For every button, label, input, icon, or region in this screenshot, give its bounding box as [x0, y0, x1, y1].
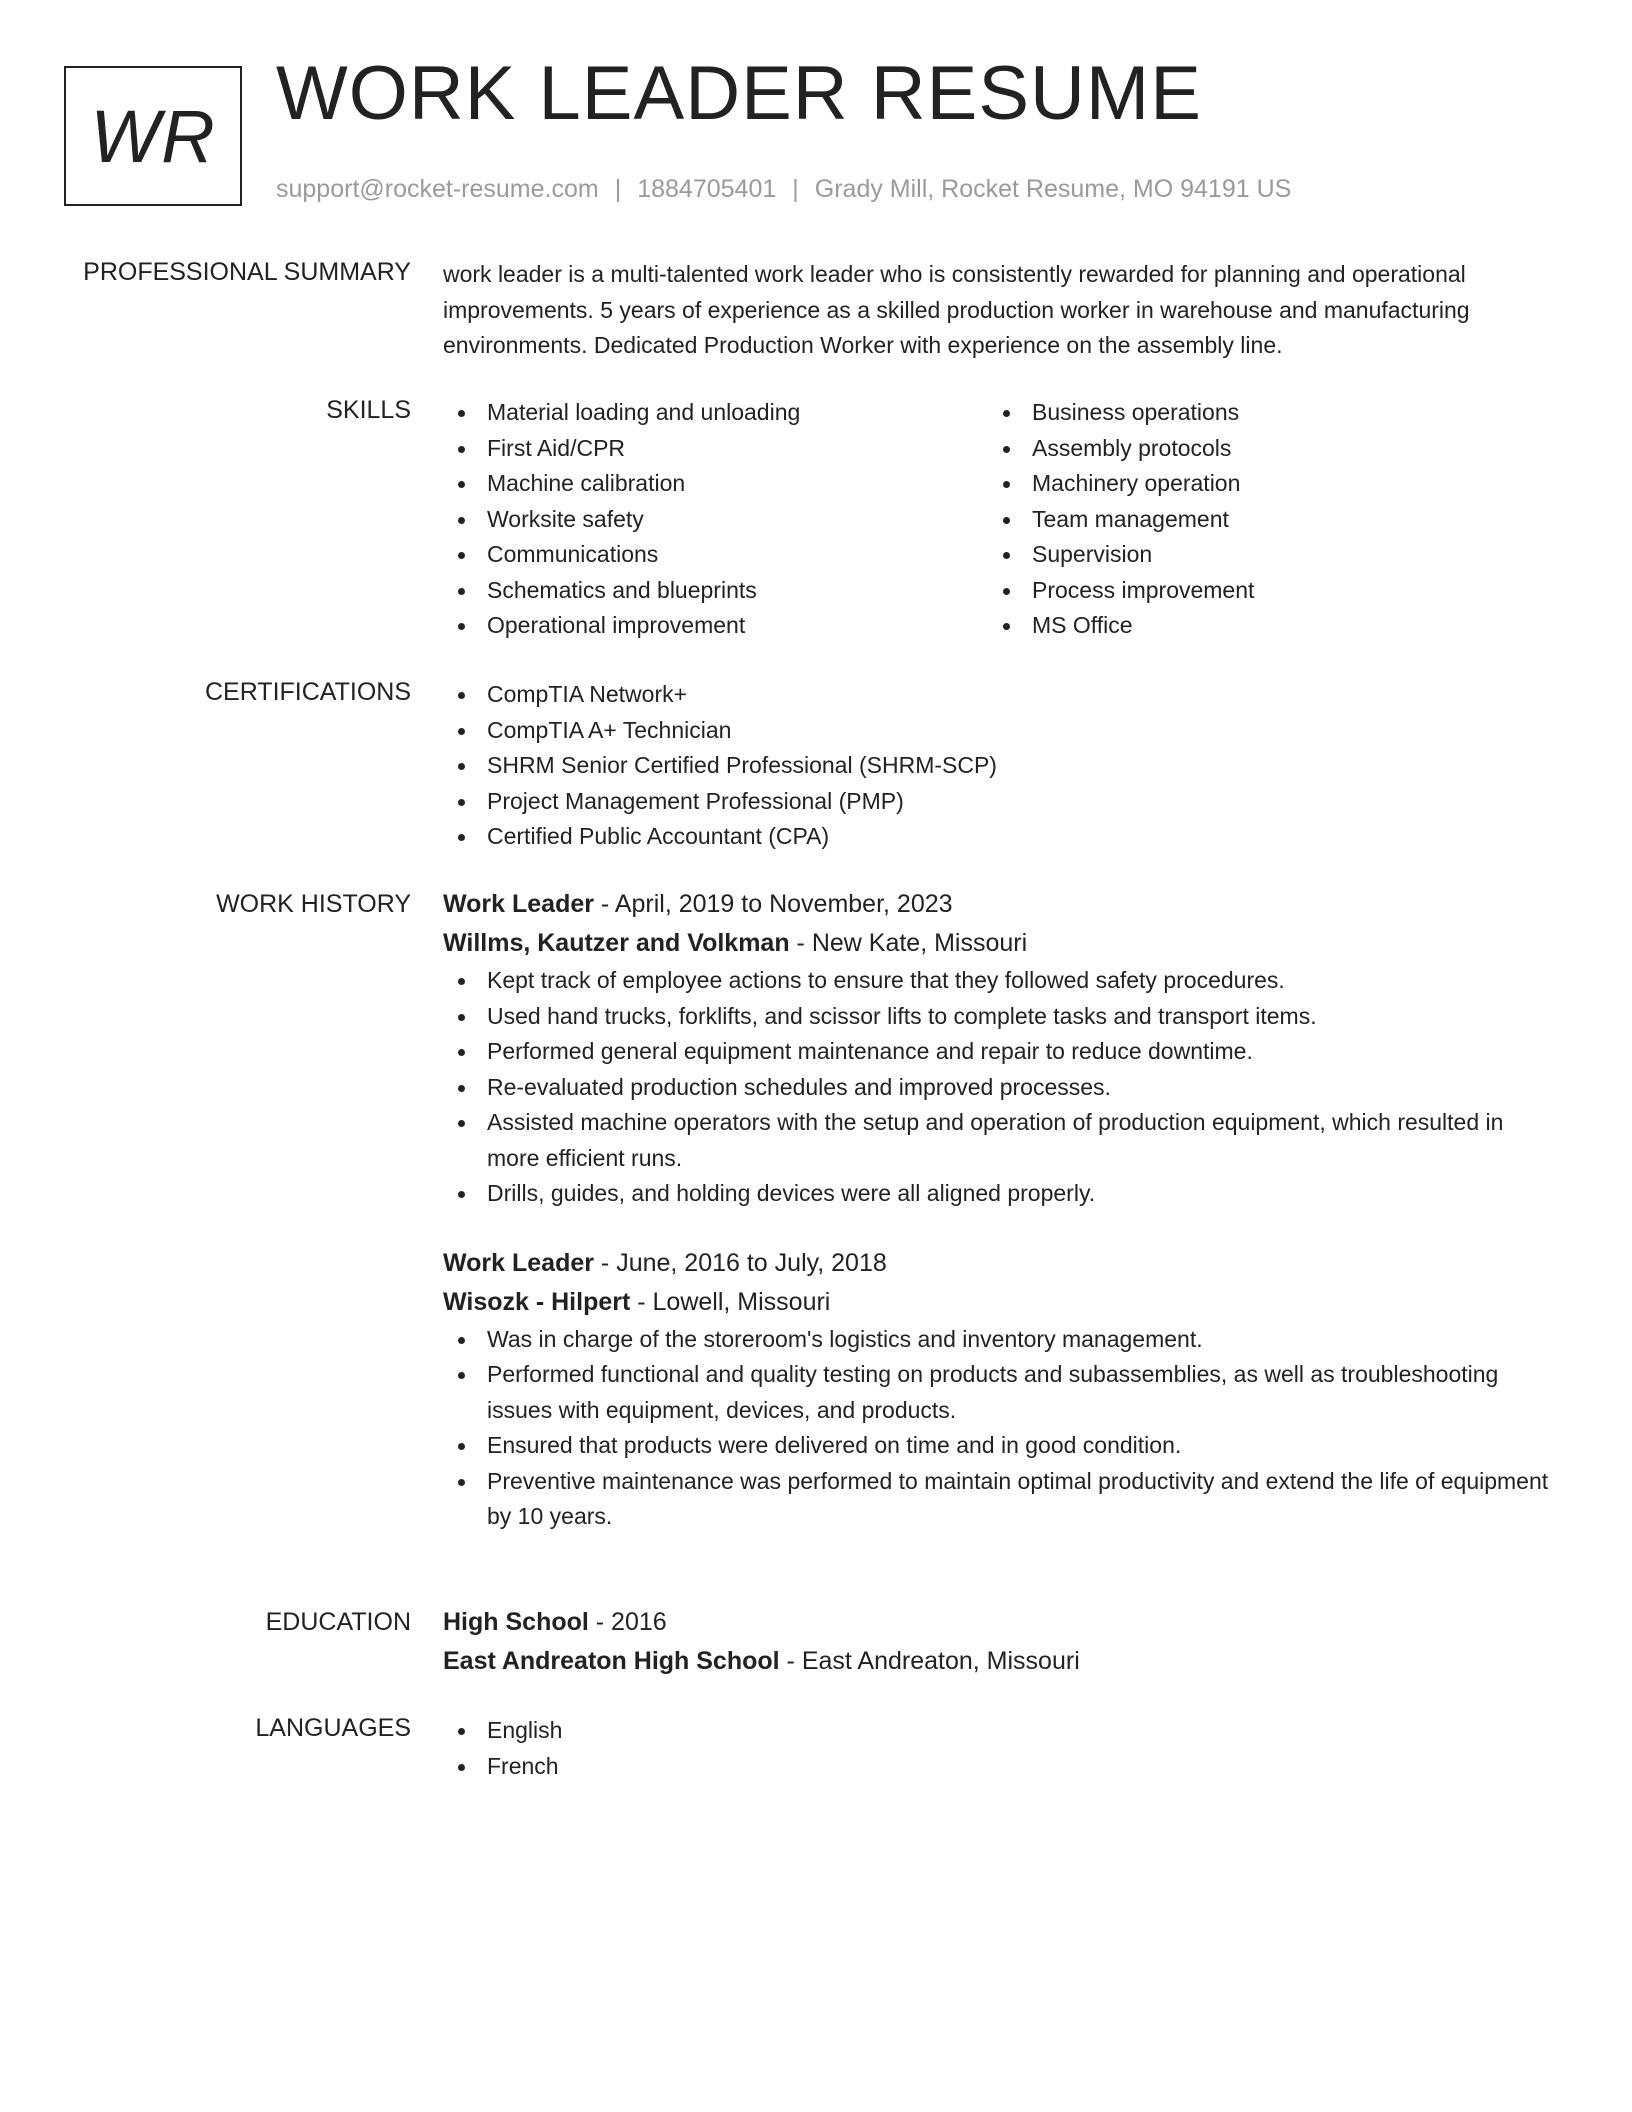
education-degree: High School: [443, 1608, 589, 1636]
list-item: Project Management Professional (PMP): [443, 784, 1553, 820]
list-item: Communications: [443, 537, 988, 573]
list-item: Was in charge of the storeroom's logistics and inventory management.: [443, 1322, 1553, 1358]
list-item: CompTIA A+ Technician: [443, 713, 1553, 749]
certifications-list: [443, 677, 1553, 855]
job-entry: [443, 885, 1553, 1212]
job-dates: - June, 2016 to July, 2018: [593, 1248, 887, 1277]
job-company: Willms, Kautzer and Volkman: [443, 929, 790, 957]
list-item: Preventive maintenance was performed to maintain optimal productivity and extend the life of equipment by 10 years.: [443, 1464, 1553, 1535]
section-body: [443, 1603, 1553, 1681]
list-item: Machinery operation: [988, 466, 1533, 502]
list-item: Re-evaluated production schedules and improved processes.: [443, 1070, 1553, 1106]
section-label: CERTIFICATIONS: [204, 678, 411, 706]
education-degree-line: [443, 1603, 1553, 1642]
monogram-initials: WR: [90, 94, 216, 178]
job-bullets: [443, 1322, 1553, 1535]
list-item: MS Office: [988, 608, 1533, 644]
contact-separator: |: [614, 175, 622, 203]
list-item: Ensured that products were delivered on time and in good condition.: [443, 1428, 1553, 1464]
job-title-line: [443, 885, 1553, 924]
job-dates: - April, 2019 to November, 2023: [593, 890, 953, 918]
section-label: EDUCATION: [265, 1608, 411, 1636]
education-school-line: [443, 1642, 1553, 1681]
job-location: - New Kate, Missouri: [789, 929, 1028, 957]
contact-phone[interactable]: 1884705401: [637, 175, 777, 203]
section-label: PROFESSIONAL SUMMARY: [83, 258, 411, 286]
contact-email[interactable]: support@rocket-resume.com: [276, 175, 599, 203]
list-item: CompTIA Network+: [443, 677, 1553, 713]
list-item: Material loading and unloading: [443, 395, 988, 431]
section-body: [443, 677, 1553, 855]
job-company: Wisozk - Hilpert: [443, 1287, 631, 1316]
skills-list-left: [443, 395, 988, 644]
education-school: East Andreaton High School: [443, 1647, 780, 1675]
section-body: [443, 885, 1553, 1535]
job-title-line: [443, 1244, 1553, 1283]
list-item: Team management: [988, 502, 1533, 538]
resume-title: WORK LEADER RESUME: [276, 51, 1202, 136]
job-entry: [443, 1244, 1553, 1535]
list-item: First Aid/CPR: [443, 431, 988, 467]
skills-list-right: [988, 395, 1533, 644]
list-item: Drills, guides, and holding devices were all aligned properly.: [443, 1176, 1553, 1212]
list-item: Assisted machine operators with the setup and operation of production equipment, which resulted in more efficient runs.: [443, 1105, 1553, 1176]
list-item: Machine calibration: [443, 466, 988, 502]
section-body: [443, 395, 1553, 644]
list-item: Process improvement: [988, 573, 1533, 609]
list-item: Supervision: [988, 537, 1533, 573]
job-title: Work Leader: [443, 1248, 594, 1277]
list-item: Worksite safety: [443, 502, 988, 538]
list-item: Kept track of employee actions to ensure that they followed safety procedures.: [443, 963, 1553, 999]
contact-address: Grady Mill, Rocket Resume, MO 94191 US: [814, 175, 1292, 203]
list-item: Performed functional and quality testing on products and subassemblies, as well as troubleshooting issues with equipment, devices, and products.: [443, 1357, 1553, 1428]
list-item: Performed general equipment maintenance and repair to reduce downtime.: [443, 1034, 1553, 1070]
list-item: Business operations: [988, 395, 1533, 431]
job-company-line: [443, 1283, 1553, 1322]
contact-line: [276, 174, 1291, 204]
languages-list: [443, 1713, 1553, 1784]
education-year: - 2016: [588, 1608, 667, 1636]
list-item: Used hand trucks, forklifts, and scissor lifts to complete tasks and transport items.: [443, 999, 1553, 1035]
job-bullets: [443, 963, 1553, 1212]
summary-text: work leader is a multi-talented work leader who is consistently rewarded for planning and operational improvements. 5 years of experience as a skilled production worker in warehouse and manufacturing environments. Dedicated Production Worker with experience on the assembly line.: [443, 261, 1470, 358]
job-title: Work Leader: [443, 890, 594, 918]
section-body: [443, 1713, 1553, 1784]
section-label: WORK HISTORY: [216, 890, 411, 918]
contact-separator: |: [792, 175, 799, 203]
job-location: - Lowell, Missouri: [630, 1287, 831, 1316]
section-body: [443, 257, 1553, 364]
education-location: - East Andreaton, Missouri: [779, 1647, 1080, 1675]
list-item: Operational improvement: [443, 608, 988, 644]
skills-columns: [443, 395, 1553, 644]
list-item: English: [443, 1713, 1553, 1749]
list-item: Certified Public Accountant (CPA): [443, 819, 1553, 855]
list-item: SHRM Senior Certified Professional (SHRM-SCP): [443, 748, 1553, 784]
section-label: SKILLS: [326, 396, 411, 424]
list-item: French: [443, 1749, 1553, 1785]
list-item: Assembly protocols: [988, 431, 1533, 467]
list-item: Schematics and blueprints: [443, 573, 988, 609]
job-company-line: [443, 924, 1553, 963]
section-label: LANGUAGES: [255, 1714, 411, 1742]
monogram-box: [64, 66, 242, 206]
